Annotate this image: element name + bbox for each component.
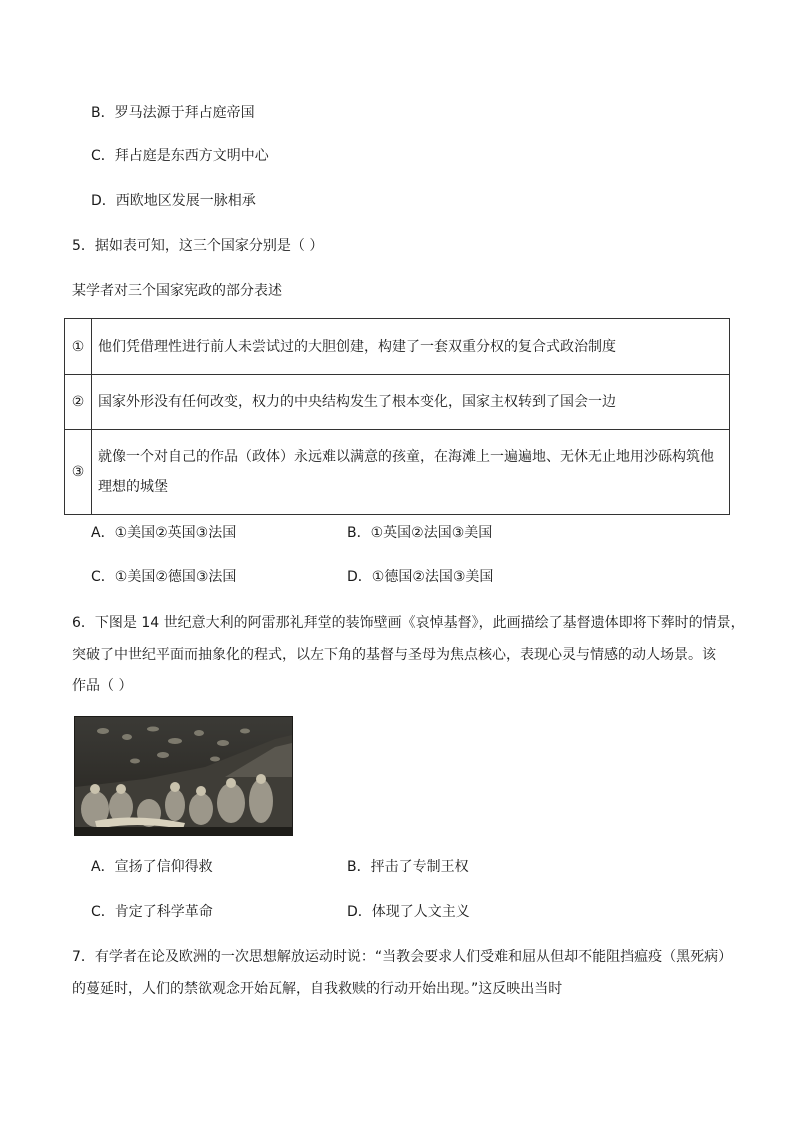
q6-option-a: A．宣扬了信仰得救 [91,859,213,875]
q6-stem-line-3: 作品（ ） [72,678,133,694]
row-text-line-2: 理想的城堡 [98,479,168,495]
q4-option-c: C．拜占庭是东西方文明中心 [91,148,269,164]
painting-illustration [75,717,292,835]
row-number: ② [65,375,92,430]
q5-option-b: B．①英国②法国③美国 [347,525,493,541]
row-number: ① [65,319,92,375]
row-text: 他们凭借理性进行前人未尝试过的大胆创建，构建了一套双重分权的复合式政治制度 [92,319,730,375]
q5-statement-table [64,318,730,515]
q4-option-d: D．西欧地区发展一脉相承 [91,193,256,209]
q6-stem-line-2: 突破了中世纪平面而抽象化的程式，以左下角的基督与圣母为焦点核心，表现心灵与情感的动人场景。该 [72,647,716,663]
table-row [65,319,730,375]
row-text-line-1: 就像一个对自己的作品（政体）永远难以满意的孩童，在海滩上一遍遍地、无休无止地用沙砾构筑他 [98,449,714,465]
q5-stem: 5．据如表可知，这三个国家分别是（ ） [72,238,324,254]
q6-stem-line-1: 6．下图是 14 世纪意大利的阿雷那礼拜堂的装饰壁画《哀悼基督》，此画描绘了基督遗体即将下葬时的情景， [72,615,745,631]
lamentation-painting-image [74,716,293,836]
q6-option-c: C．肯定了科学革命 [91,904,213,920]
q5-option-d: D．①德国②法国③美国 [347,569,494,585]
q6-option-d: D．体现了人文主义 [347,904,470,920]
row-text-multiline [92,430,730,515]
row-number: ③ [65,430,92,515]
row-text: 国家外形没有任何改变，权力的中央结构发生了根本变化，国家主权转到了国会一边 [92,375,730,430]
q7-stem-line-2: 的蔓延时，人们的禁欲观念开始瓦解，自我救赎的行动开始出现。”这反映出当时 [72,981,563,997]
table-row [65,375,730,430]
q5-option-a: A．①美国②英国③法国 [91,525,237,541]
q7-stem-line-1: 7．有学者在论及欧洲的一次思想解放运动时说：“当教会要求人们受难和屈从但却不能阻挡瘟疫（黑死病） [72,949,733,965]
q5-table-caption: 某学者对三个国家宪政的部分表述 [72,283,282,299]
q5-option-c: C．①美国②德国③法国 [91,569,237,585]
table-row [65,430,730,515]
q6-option-b: B．抨击了专制王权 [347,859,469,875]
q4-option-b: B．罗马法源于拜占庭帝国 [91,105,255,121]
